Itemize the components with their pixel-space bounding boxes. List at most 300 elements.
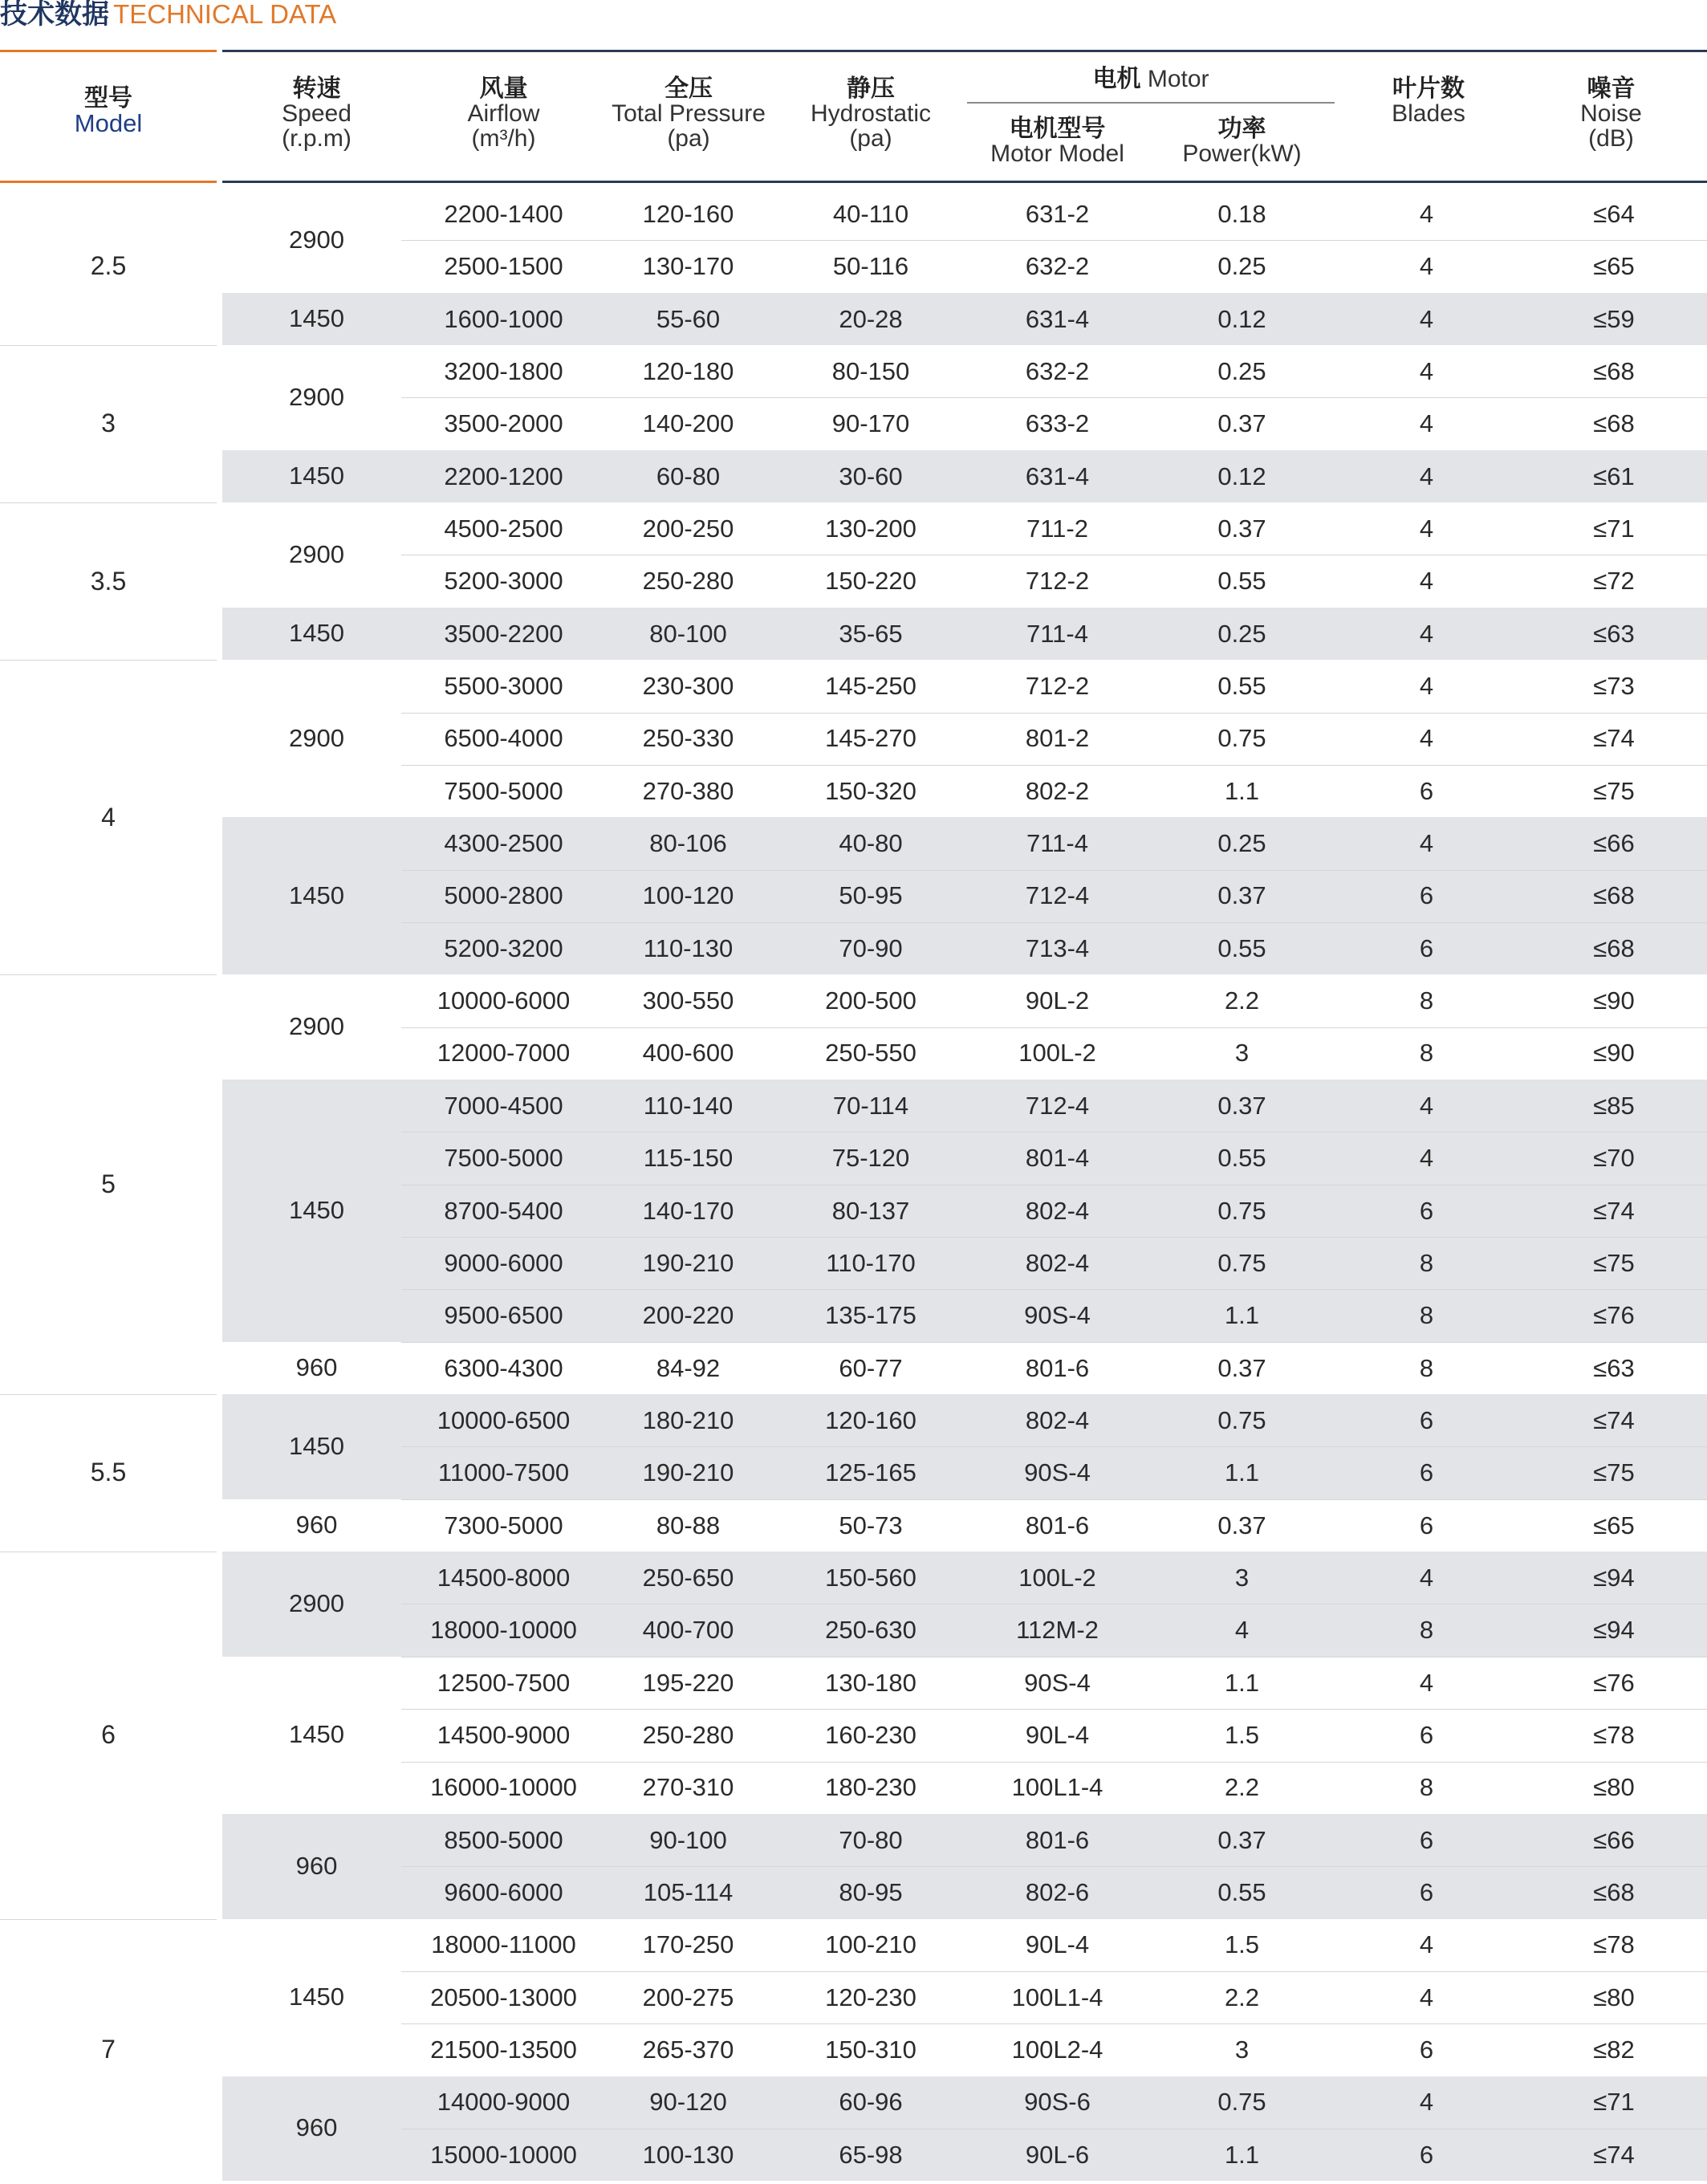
cell-noise: ≤90	[1593, 986, 1635, 1015]
row-divider	[401, 1446, 1707, 1447]
cell-blades: 4	[1419, 567, 1434, 596]
cell-noise: ≤63	[1593, 619, 1635, 648]
cell-motor-model: 802-4	[1025, 1248, 1090, 1277]
cell-hydrostatic: 30-60	[839, 462, 903, 490]
cell-airflow: 6500-4000	[444, 724, 563, 753]
cell-hydrostatic: 160-230	[825, 1721, 916, 1749]
model-cell: 3	[101, 409, 116, 438]
cell-blades: 4	[1419, 1563, 1434, 1592]
speed-cell: 1450	[289, 1720, 344, 1749]
cell-blades: 6	[1419, 881, 1434, 910]
cell-airflow: 10000-6000	[437, 986, 571, 1015]
cell-blades: 8	[1419, 1039, 1434, 1068]
cell-blades: 4	[1419, 252, 1434, 281]
cell-blades: 6	[1419, 776, 1434, 805]
cell-motor-model: 632-2	[1025, 252, 1090, 281]
cell-power: 0.12	[1217, 462, 1266, 490]
cell-power: 0.75	[1217, 1405, 1266, 1434]
cell-noise: ≤63	[1593, 1353, 1635, 1382]
cell-total-pressure: 195-220	[642, 1668, 734, 1697]
cell-hydrostatic: 150-220	[825, 567, 916, 596]
cell-hydrostatic: 250-630	[825, 1616, 916, 1645]
cell-airflow: 5500-3000	[444, 672, 563, 700]
model-cell: 2.5	[90, 251, 127, 281]
model-cell: 5.5	[90, 1458, 127, 1487]
cell-hydrostatic: 100-210	[825, 1930, 916, 1959]
cell-total-pressure: 110-140	[643, 1091, 734, 1120]
cell-total-pressure: 270-310	[642, 1773, 734, 1802]
cell-motor-model: 632-2	[1025, 356, 1090, 385]
cell-noise: ≤65	[1593, 1511, 1635, 1539]
heading-zh: 技术数据	[0, 0, 109, 31]
cell-total-pressure: 130-170	[642, 252, 734, 281]
row-divider	[401, 1237, 1707, 1238]
model-divider	[0, 345, 217, 346]
cell-motor-model: 90L-4	[1025, 1930, 1090, 1959]
cell-noise: ≤68	[1593, 356, 1635, 385]
cell-airflow: 1600-1000	[444, 304, 563, 333]
motor-group-rule	[967, 102, 1335, 104]
speed-cell: 1450	[289, 461, 344, 490]
cell-blades: 4	[1419, 1668, 1434, 1697]
cell-blades: 6	[1419, 2140, 1434, 2169]
cell-blades: 8	[1419, 1301, 1434, 1330]
speed-cell: 2900	[289, 382, 344, 411]
cell-motor-model: 633-2	[1025, 409, 1090, 438]
cell-total-pressure: 190-210	[642, 1458, 734, 1487]
cell-noise: ≤75	[1593, 776, 1635, 805]
cell-noise: ≤90	[1593, 1039, 1635, 1068]
cell-blades: 4	[1419, 514, 1434, 543]
cell-airflow: 2200-1200	[444, 462, 563, 490]
cell-blades: 4	[1419, 1091, 1434, 1120]
cell-airflow: 8700-5400	[444, 1196, 563, 1225]
cell-noise: ≤74	[1593, 1405, 1635, 1434]
cell-hydrostatic: 200-500	[825, 986, 916, 1015]
cell-total-pressure: 80-100	[649, 619, 727, 648]
cell-airflow: 12500-7500	[437, 1668, 571, 1697]
cell-blades: 6	[1419, 2036, 1434, 2064]
cell-airflow: 5200-3200	[444, 933, 563, 962]
cell-blades: 8	[1419, 1773, 1434, 1802]
cell-airflow: 9600-6000	[444, 1878, 563, 1907]
cell-blades: 4	[1419, 462, 1434, 490]
cell-hydrostatic: 145-270	[825, 724, 916, 753]
cell-power: 0.37	[1217, 1353, 1266, 1382]
cell-power: 0.25	[1217, 252, 1266, 281]
speed-cell: 1450	[289, 1195, 344, 1224]
header-airflow: 风量 Airflow (m³/h)	[467, 75, 540, 152]
cell-total-pressure: 180-210	[642, 1405, 734, 1434]
cell-power: 0.37	[1217, 514, 1266, 543]
cell-total-pressure: 400-700	[642, 1616, 734, 1645]
cell-noise: ≤80	[1593, 1773, 1635, 1802]
cell-total-pressure: 120-160	[642, 199, 734, 228]
cell-airflow: 7000-4500	[444, 1091, 563, 1120]
cell-airflow: 8500-5000	[444, 1825, 563, 1854]
cell-motor-model: 711-4	[1026, 619, 1088, 648]
speed-cell: 1450	[289, 1431, 344, 1460]
cell-hydrostatic: 120-160	[825, 1405, 916, 1434]
cell-noise: ≤85	[1593, 1091, 1635, 1120]
cell-total-pressure: 170-250	[642, 1930, 734, 1959]
row-divider	[401, 713, 1707, 714]
cell-power: 0.75	[1217, 724, 1266, 753]
header-bottom-rule-model	[0, 181, 217, 183]
row-divider	[401, 1866, 1707, 1867]
speed-cell: 960	[295, 2113, 338, 2142]
cell-hydrostatic: 40-80	[839, 829, 903, 858]
cell-total-pressure: 105-114	[643, 1878, 734, 1907]
cell-motor-model: 631-4	[1025, 304, 1090, 333]
cell-power: 0.12	[1217, 304, 1266, 333]
cell-noise: ≤59	[1593, 304, 1635, 333]
cell-hydrostatic: 180-230	[825, 1773, 916, 1802]
cell-motor-model: 712-2	[1025, 567, 1090, 596]
cell-airflow: 11000-7500	[437, 1458, 570, 1487]
cell-airflow: 21500-13500	[430, 2036, 577, 2064]
cell-motor-model: 90L-2	[1025, 986, 1090, 1015]
header-blades: 叶片数 Blades	[1392, 75, 1465, 127]
cell-blades: 8	[1419, 986, 1434, 1015]
cell-motor-model: 100L-2	[1018, 1039, 1096, 1068]
cell-airflow: 3200-1800	[444, 356, 563, 385]
speed-cell: 2900	[289, 1012, 344, 1040]
cell-hydrostatic: 110-170	[826, 1248, 916, 1277]
cell-noise: ≤71	[1593, 514, 1635, 543]
cell-airflow: 3500-2000	[444, 409, 563, 438]
cell-power: 3	[1234, 2036, 1250, 2064]
speed-cell: 1450	[289, 881, 344, 909]
cell-hydrostatic: 35-65	[839, 619, 903, 648]
cell-total-pressure: 200-220	[642, 1301, 734, 1330]
cell-hydrostatic: 80-150	[831, 356, 910, 385]
cell-total-pressure: 80-88	[656, 1511, 721, 1539]
cell-blades: 4	[1419, 1983, 1434, 2011]
cell-hydrostatic: 60-96	[839, 2088, 903, 2117]
cell-noise: ≤66	[1593, 1825, 1635, 1854]
cell-motor-model: 100L1-4	[1011, 1983, 1103, 2011]
row-divider	[401, 397, 1707, 398]
cell-blades: 8	[1419, 1616, 1434, 1645]
cell-hydrostatic: 50-95	[839, 881, 903, 910]
cell-airflow: 4300-2500	[444, 829, 563, 858]
cell-noise: ≤71	[1593, 2088, 1635, 2117]
cell-total-pressure: 100-120	[642, 881, 734, 910]
cell-blades: 4	[1419, 1144, 1434, 1173]
cell-power: 1.5	[1224, 1930, 1260, 1959]
cell-hydrostatic: 120-230	[825, 1983, 916, 2011]
header-hydrostatic: 静压 Hydrostatic (pa)	[810, 75, 932, 152]
cell-hydrostatic: 90-170	[831, 409, 910, 438]
cell-motor-model: 100L1-4	[1011, 1773, 1103, 1802]
cell-blades: 6	[1419, 1825, 1434, 1854]
cell-total-pressure: 250-650	[642, 1563, 734, 1592]
cell-airflow: 3500-2200	[444, 619, 563, 648]
model-cell: 4	[101, 802, 116, 832]
cell-blades: 8	[1419, 1353, 1434, 1382]
speed-cell: 960	[295, 1510, 338, 1539]
cell-motor-model: 713-4	[1025, 933, 1090, 962]
cell-noise: ≤80	[1593, 1983, 1635, 2011]
cell-total-pressure: 270-380	[642, 776, 734, 805]
speed-cell: 1450	[289, 303, 344, 332]
cell-noise: ≤68	[1593, 881, 1635, 910]
cell-airflow: 2200-1400	[444, 199, 563, 228]
cell-motor-model: 711-4	[1026, 829, 1088, 858]
cell-hydrostatic: 135-175	[825, 1301, 916, 1330]
cell-airflow: 7300-5000	[444, 1511, 563, 1539]
cell-total-pressure: 230-300	[642, 672, 734, 700]
row-divider	[401, 1971, 1707, 1972]
cell-motor-model: 100L2-4	[1011, 2036, 1103, 2064]
cell-power: 0.55	[1217, 672, 1266, 700]
cell-power: 2.2	[1224, 1773, 1260, 1802]
cell-power: 0.25	[1217, 356, 1266, 385]
cell-noise: ≤78	[1593, 1721, 1635, 1749]
cell-airflow: 5200-3000	[444, 567, 563, 596]
cell-total-pressure: 110-130	[643, 933, 734, 962]
cell-power: 1.1	[1224, 1301, 1260, 1330]
cell-airflow: 14500-8000	[437, 1563, 571, 1592]
cell-power: 0.37	[1217, 881, 1266, 910]
cell-airflow: 16000-10000	[430, 1773, 577, 1802]
cell-airflow: 12000-7000	[437, 1039, 571, 1068]
cell-hydrostatic: 150-310	[825, 2036, 916, 2064]
cell-blades: 4	[1419, 2088, 1434, 2117]
header-motor-model: 电机型号 Motor Model	[990, 115, 1124, 167]
cell-noise: ≤94	[1593, 1563, 1635, 1592]
cell-motor-model: 801-6	[1025, 1825, 1090, 1854]
cell-motor-model: 802-2	[1025, 776, 1090, 805]
cell-motor-model: 801-2	[1025, 724, 1090, 753]
cell-power: 3	[1234, 1563, 1250, 1592]
model-divider	[0, 502, 217, 503]
row-divider	[401, 922, 1707, 923]
cell-power: 0.55	[1217, 567, 1266, 596]
row-divider	[401, 1185, 1707, 1186]
cell-blades: 4	[1419, 1930, 1434, 1959]
cell-noise: ≤72	[1593, 567, 1635, 596]
cell-airflow: 20500-13000	[430, 1983, 577, 2011]
cell-hydrostatic: 70-114	[832, 1091, 909, 1120]
cell-hydrostatic: 125-165	[825, 1458, 916, 1487]
cell-hydrostatic: 60-77	[839, 1353, 903, 1382]
cell-motor-model: 802-4	[1025, 1196, 1090, 1225]
cell-power: 4	[1234, 1616, 1250, 1645]
heading-en: TECHNICAL DATA	[113, 0, 337, 29]
cell-hydrostatic: 50-73	[839, 1511, 903, 1539]
cell-airflow: 4500-2500	[444, 514, 563, 543]
cell-noise: ≤76	[1593, 1301, 1635, 1330]
cell-hydrostatic: 130-180	[825, 1668, 916, 1697]
cell-power: 0.75	[1217, 1248, 1266, 1277]
cell-hydrostatic: 50-116	[832, 252, 909, 281]
cell-hydrostatic: 80-137	[831, 1196, 910, 1225]
row-divider	[401, 1289, 1707, 1290]
cell-total-pressure: 250-280	[642, 1721, 734, 1749]
cell-noise: ≤68	[1593, 1878, 1635, 1907]
cell-hydrostatic: 70-80	[839, 1825, 903, 1854]
cell-power: 2.2	[1224, 986, 1260, 1015]
cell-motor-model: 100L-2	[1018, 1563, 1096, 1592]
cell-noise: ≤94	[1593, 1616, 1635, 1645]
speed-cell: 1450	[289, 618, 344, 647]
cell-blades: 4	[1419, 829, 1434, 858]
cell-hydrostatic: 70-90	[839, 933, 903, 962]
cell-noise: ≤68	[1593, 409, 1635, 438]
cell-motor-model: 801-6	[1025, 1353, 1090, 1382]
cell-blades: 6	[1419, 1196, 1434, 1225]
cell-motor-model: 802-4	[1025, 1405, 1090, 1434]
cell-power: 0.25	[1217, 619, 1266, 648]
cell-motor-model: 90L-4	[1025, 1721, 1090, 1749]
cell-blades: 8	[1419, 1248, 1434, 1277]
cell-airflow: 18000-10000	[430, 1616, 577, 1645]
cell-total-pressure: 55-60	[656, 304, 721, 333]
cell-noise: ≤74	[1593, 2140, 1635, 2169]
page-heading	[0, 0, 336, 32]
cell-blades: 6	[1419, 933, 1434, 962]
row-divider	[401, 1027, 1707, 1028]
header-total-pressure: 全压 Total Pressure (pa)	[612, 75, 766, 152]
cell-motor-model: 712-4	[1025, 1091, 1090, 1120]
header-top-rule-model	[0, 50, 217, 52]
cell-motor-model: 631-4	[1025, 462, 1090, 490]
cell-noise: ≤76	[1593, 1668, 1635, 1697]
cell-airflow: 14500-9000	[437, 1721, 571, 1749]
model-divider	[0, 974, 217, 975]
row-divider	[401, 1762, 1707, 1763]
speed-cell: 960	[295, 1352, 338, 1381]
cell-total-pressure: 200-275	[642, 1983, 734, 2011]
cell-hydrostatic: 130-200	[825, 514, 916, 543]
cell-power: 1.1	[1224, 1458, 1260, 1487]
row-divider	[401, 765, 1707, 766]
cell-total-pressure: 90-120	[649, 2088, 727, 2117]
cell-total-pressure: 140-200	[642, 409, 734, 438]
cell-total-pressure: 200-250	[642, 514, 734, 543]
cell-noise: ≤82	[1593, 2036, 1635, 2064]
cell-motor-model: 90S-4	[1024, 1458, 1091, 1487]
cell-blades: 6	[1419, 1458, 1434, 1487]
cell-hydrostatic: 150-320	[825, 776, 916, 805]
cell-total-pressure: 90-100	[649, 1825, 727, 1854]
cell-power: 0.37	[1217, 409, 1266, 438]
cell-noise: ≤64	[1593, 199, 1635, 228]
cell-airflow: 18000-11000	[431, 1930, 576, 1959]
cell-total-pressure: 250-280	[642, 567, 734, 596]
model-cell: 7	[101, 2035, 116, 2064]
cell-motor-model: 112M-2	[1016, 1616, 1099, 1645]
cell-blades: 6	[1419, 1511, 1434, 1539]
cell-airflow: 7500-5000	[444, 776, 563, 805]
header-model: 型号 Model	[74, 84, 143, 137]
speed-cell: 2900	[289, 723, 344, 752]
model-cell: 5	[101, 1169, 116, 1199]
cell-blades: 6	[1419, 1405, 1434, 1434]
cell-motor-model: 712-4	[1025, 881, 1090, 910]
model-divider	[0, 1919, 217, 1920]
row-divider	[401, 1709, 1707, 1710]
cell-airflow: 9000-6000	[444, 1248, 563, 1277]
cell-motor-model: 90S-4	[1024, 1668, 1091, 1697]
row-divider	[401, 240, 1707, 241]
row-divider	[401, 1499, 1707, 1500]
row-divider	[401, 1132, 1707, 1133]
cell-total-pressure: 120-180	[642, 356, 734, 385]
cell-power: 0.18	[1217, 199, 1266, 228]
model-cell: 6	[101, 1720, 116, 1750]
cell-motor-model: 90S-4	[1024, 1301, 1091, 1330]
cell-noise: ≤66	[1593, 829, 1635, 858]
row-divider	[401, 2023, 1707, 2024]
cell-noise: ≤75	[1593, 1458, 1635, 1487]
speed-cell: 2900	[289, 1588, 344, 1617]
cell-noise: ≤74	[1593, 1196, 1635, 1225]
cell-noise: ≤78	[1593, 1930, 1635, 1959]
cell-blades: 6	[1419, 1721, 1434, 1749]
cell-power: 1.1	[1224, 1668, 1260, 1697]
cell-blades: 4	[1419, 356, 1434, 385]
cell-airflow: 14000-9000	[437, 2088, 571, 2117]
cell-motor-model: 802-6	[1025, 1878, 1090, 1907]
cell-noise: ≤68	[1593, 933, 1635, 962]
cell-hydrostatic: 150-560	[825, 1563, 916, 1592]
cell-power: 3	[1234, 1039, 1250, 1068]
cell-power: 0.37	[1217, 1091, 1266, 1120]
cell-airflow: 6300-4300	[444, 1353, 563, 1382]
cell-blades: 6	[1419, 1878, 1434, 1907]
cell-power: 1.5	[1224, 1721, 1260, 1749]
cell-hydrostatic: 65-98	[839, 2140, 903, 2169]
cell-airflow: 15000-10000	[430, 2140, 577, 2169]
cell-blades: 4	[1419, 304, 1434, 333]
cell-hydrostatic: 80-95	[839, 1878, 903, 1907]
cell-total-pressure: 300-550	[642, 986, 734, 1015]
cell-motor-model: 711-2	[1026, 514, 1088, 543]
cell-power: 1.1	[1224, 776, 1260, 805]
cell-blades: 4	[1419, 724, 1434, 753]
cell-motor-model: 631-2	[1025, 199, 1090, 228]
cell-total-pressure: 265-370	[642, 2036, 734, 2064]
cell-total-pressure: 190-210	[642, 1248, 734, 1277]
cell-noise: ≤73	[1593, 672, 1635, 700]
cell-total-pressure: 140-170	[642, 1196, 734, 1225]
cell-hydrostatic: 250-550	[825, 1039, 916, 1068]
cell-noise: ≤61	[1593, 462, 1635, 490]
header-motor-group: 电机 Motor	[1092, 65, 1209, 93]
cell-noise: ≤74	[1593, 724, 1635, 753]
header-speed: 转速 Speed (r.p.m)	[282, 75, 352, 152]
cell-total-pressure: 60-80	[656, 462, 721, 490]
header-power: 功率 Power(kW)	[1182, 115, 1302, 167]
cell-motor-model: 801-6	[1025, 1511, 1090, 1539]
cell-airflow: 10000-6500	[437, 1405, 571, 1434]
cell-total-pressure: 84-92	[656, 1353, 721, 1382]
cell-power: 0.75	[1217, 2088, 1266, 2117]
cell-motor-model: 801-4	[1025, 1144, 1090, 1173]
cell-power: 0.55	[1217, 1878, 1266, 1907]
cell-hydrostatic: 40-110	[832, 199, 909, 228]
cell-total-pressure: 400-600	[642, 1039, 734, 1068]
cell-power: 0.37	[1217, 1511, 1266, 1539]
cell-total-pressure: 115-150	[643, 1144, 734, 1173]
header-top-rule	[222, 50, 1707, 52]
cell-blades: 4	[1419, 619, 1434, 648]
cell-hydrostatic: 75-120	[831, 1144, 910, 1173]
cell-airflow: 2500-1500	[444, 252, 563, 281]
